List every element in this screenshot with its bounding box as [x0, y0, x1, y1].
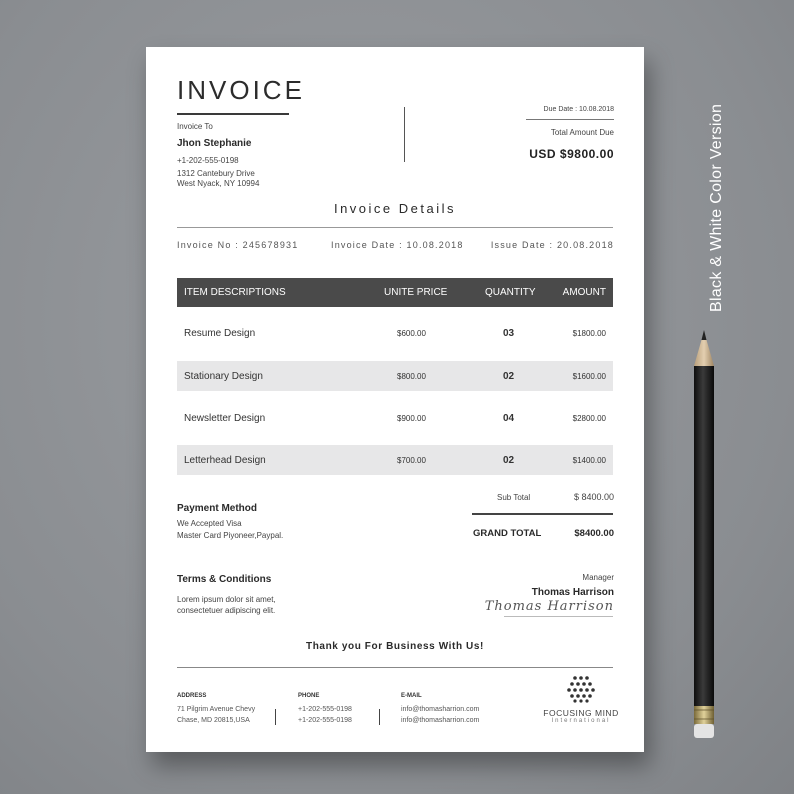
grand-total-value: $8400.00: [574, 528, 614, 539]
row-amount: $1800.00: [572, 329, 606, 338]
invoice-page: [146, 47, 644, 752]
row-price: $900.00: [397, 414, 426, 423]
header-item: ITEM DESCRIPTIONS: [184, 287, 286, 298]
invoice-title: INVOICE: [177, 75, 305, 105]
row-qty: 02: [503, 455, 515, 466]
invoice-date: Invoice Date : 10.08.2018: [331, 240, 464, 250]
client-address-line2: West Nyack, NY 10994: [177, 179, 260, 188]
subtotal-label: Sub Total: [497, 493, 531, 502]
payment-method-title: Payment Method: [177, 503, 258, 514]
header-divider: [404, 107, 405, 162]
total-amount-label: Total Amount Due: [550, 128, 614, 137]
footer-address-line2: Chase, MD 20815,USA: [177, 717, 250, 724]
payment-line2: Master Card Piyoneer,Paypal.: [177, 531, 284, 540]
row-item: Letterhead Design: [184, 455, 266, 466]
footer-email-line2: info@thomasharrion.com: [401, 717, 480, 724]
header-price: UNITE PRICE: [384, 287, 448, 298]
footer-separator: [379, 709, 380, 725]
row-item: Resume Design: [184, 328, 256, 339]
details-title: Invoice Details: [333, 201, 457, 216]
footer-separator: [275, 709, 276, 725]
subtotal-value: $ 8400.00: [573, 492, 614, 502]
signer-name: Thomas Harrison: [531, 587, 614, 598]
terms-line1: Lorem ipsum dolor sit amet,: [177, 595, 276, 604]
footer-divider: [177, 667, 613, 668]
footer-email-label: E-MAIL: [401, 693, 422, 699]
issue-date: Issue Date : 20.08.2018: [490, 240, 614, 250]
payment-line1: We Accepted Visa: [177, 519, 242, 528]
row-qty: 03: [503, 328, 515, 339]
pencil-icon: [684, 330, 724, 760]
row-amount: $1600.00: [572, 372, 606, 381]
invoice-number: Invoice No : 245678931: [177, 240, 299, 250]
table-row: [177, 445, 613, 475]
row-qty: 02: [503, 371, 515, 382]
title-underline: [177, 113, 289, 115]
table-header: [177, 278, 613, 307]
row-price: $600.00: [397, 329, 426, 338]
footer-phone-line1: +1-202-555-0198: [298, 706, 352, 713]
client-address-line1: 1312 Cantebury Drive: [177, 169, 255, 178]
total-amount-value: USD $9800.00: [529, 147, 614, 161]
footer-email-line1: info@thomasharrion.com: [401, 706, 480, 713]
due-date: Due Date : 10.08.2018: [543, 106, 614, 113]
brand-subtitle: International: [551, 718, 611, 724]
footer-phone-line2: +1-202-555-0198: [298, 717, 352, 724]
signature: Thomas Harrison: [484, 599, 614, 614]
signer-role: Manager: [582, 573, 614, 582]
footer-phone-label: PHONE: [298, 693, 320, 699]
side-caption: Black & White Color Version: [708, 103, 725, 312]
client-phone: +1-202-555-0198: [177, 156, 239, 165]
row-item: Newsletter Design: [184, 413, 266, 424]
thank-you-message: Thank you For Business With Us!: [306, 641, 484, 652]
signature-line: [504, 616, 613, 617]
client-name: Jhon Stephanie: [177, 138, 252, 149]
totals-divider: [472, 513, 613, 515]
brand-logo-icon: [566, 674, 596, 704]
row-amount: $1400.00: [572, 456, 606, 465]
row-qty: 04: [503, 413, 515, 424]
table-row: [177, 361, 613, 391]
table-row: [177, 318, 613, 348]
row-price: $800.00: [397, 372, 426, 381]
header-quantity: QUANTITY: [485, 287, 536, 298]
details-divider: [177, 227, 613, 228]
header-amount: AMOUNT: [562, 287, 606, 298]
footer-address-line1: 71 Pilgrim Avenue Chevy: [177, 706, 256, 713]
table-row: [177, 403, 613, 433]
terms-line2: consectetuer adipiscing elit.: [177, 606, 276, 615]
due-date-underline: [526, 119, 614, 120]
row-price: $700.00: [397, 456, 426, 465]
grand-total-label: GRAND TOTAL: [473, 528, 542, 539]
brand-name: FOCUSING MIND: [543, 708, 619, 718]
row-item: Stationary Design: [184, 371, 263, 382]
invoice-to-label: Invoice To: [177, 122, 213, 131]
terms-title: Terms & Conditions: [177, 574, 272, 585]
row-amount: $2800.00: [572, 414, 606, 423]
footer-address-label: ADDRESS: [177, 693, 207, 699]
